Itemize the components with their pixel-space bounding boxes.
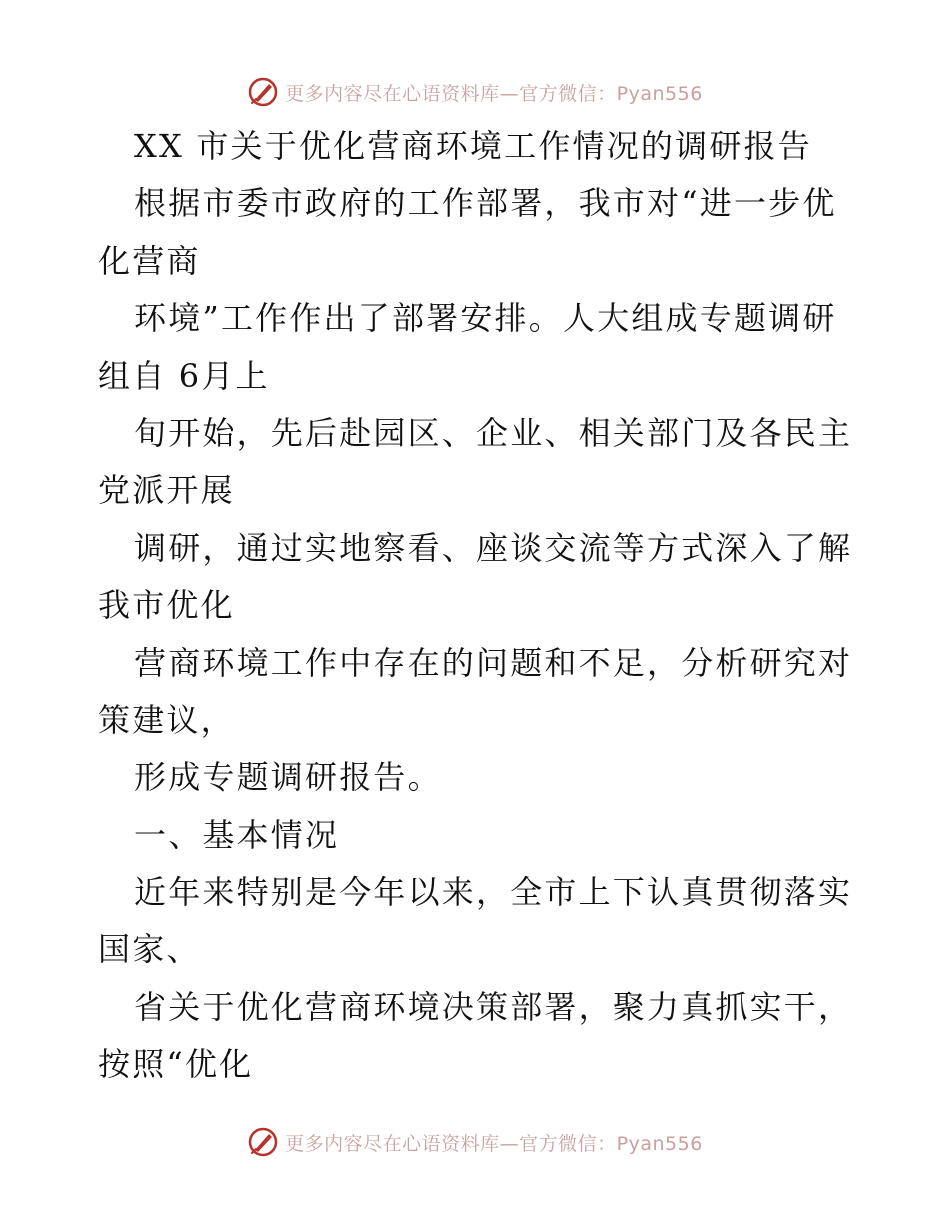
paragraph-line: 营商环境工作中存在的问题和不足，分析研究对 (134, 643, 853, 682)
paragraph-line: 化营商 (98, 241, 201, 280)
paragraph-line: 旬开始，先后赴园区、企业、相关部门及各民主 (134, 413, 853, 452)
paragraph-line: 形成专题调研报告。 (134, 758, 442, 797)
paragraph-line: 策建议， (98, 700, 235, 739)
watermark-text: 更多内容尽在心语资料库—官方微信：Pyan556 (285, 1132, 703, 1155)
paragraph-line: 党派开展 (98, 471, 235, 510)
paragraph-line: 按照“优化 (98, 1045, 254, 1084)
paragraph-line: 省关于优化营商环境决策部署，聚力真抓实干， (134, 987, 853, 1026)
paragraph-line: 环境”工作作出了部署安排。人大组成专题调研 (134, 299, 837, 338)
quill-pen-logo-icon (247, 1126, 279, 1158)
paragraph-line: 国家、 (98, 930, 201, 969)
header-watermark (0, 72, 950, 112)
footer-watermark (0, 1122, 950, 1162)
paragraph-line: 调研，通过实地察看、座谈交流等方式深入了解 (134, 528, 853, 567)
watermark-text: 更多内容尽在心语资料库—官方微信：Pyan556 (285, 82, 703, 105)
section-heading: 一、基本情况 (134, 815, 340, 854)
quill-pen-logo-icon (247, 76, 279, 108)
paragraph-line: 根据市委市政府的工作部署，我市对“进一步优 (134, 184, 837, 223)
document-body (98, 118, 858, 1094)
paragraph-line: 我市优化 (98, 586, 235, 625)
paragraph-line: 近年来特别是今年以来，全市上下认真贯彻落实 (134, 873, 853, 912)
paragraph-line: 组自 6月上 (98, 356, 270, 395)
document-title: XX 市关于优化营商环境工作情况的调研报告 (134, 127, 812, 165)
